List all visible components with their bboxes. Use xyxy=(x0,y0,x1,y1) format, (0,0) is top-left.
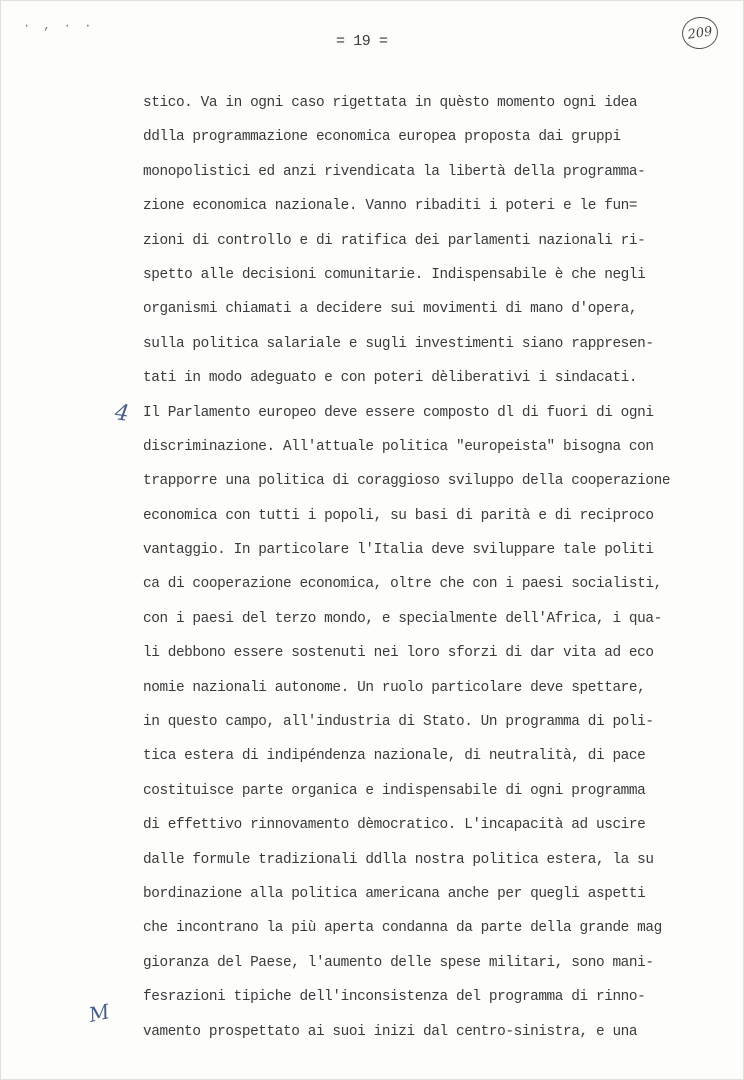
text-line: con i paesi del terzo mondo, e specialmente dell'Africa, i qua- xyxy=(143,610,662,627)
text-line: spetto alle decisioni comunitarie. Indispensabile è che negli xyxy=(143,266,646,283)
archive-stamp: 209 xyxy=(680,15,720,52)
text-line: Il Parlamento europeo deve essere composto dl di fuori di ogni xyxy=(143,404,654,421)
text-line: zione economica nazionale. Vanno ribaditi i poteri e le fun= xyxy=(143,198,638,215)
text-line: ca di cooperazione economica, oltre che con i paesi socialisti, xyxy=(143,576,662,593)
text-line: costituisce parte organica e indispensabile di ogni programma xyxy=(143,782,646,799)
text-line: discriminazione. All'attuale politica "europeista" bisogna con xyxy=(143,438,654,455)
text-line: di effettivo rinnovamento dèmocratico. L'incapacità ad uscire xyxy=(143,817,646,834)
text-line: fesrazioni tipiche dell'inconsistenza del programma di rinno- xyxy=(143,989,646,1006)
corner-dots: · , · · xyxy=(23,19,95,33)
typed-body-text xyxy=(143,92,709,1055)
margin-annotation-4: 4 xyxy=(113,400,131,427)
text-line: gioranza del Paese, l'aumento delle spese militari, sono mani- xyxy=(143,954,654,971)
text-line: trapporre una politica di coraggioso sviluppo della cooperazione xyxy=(143,473,671,490)
text-line: che incontrano la più aperta condanna da parte della grande mag xyxy=(143,920,662,937)
text-line: tica estera di indipéndenza nazionale, di neutralità, di pace xyxy=(143,748,646,765)
text-line: nomie nazionali autonome. Un ruolo particolare deve spettare, xyxy=(143,679,646,696)
text-line: bordinazione alla politica americana anche per quegli aspetti xyxy=(143,885,646,902)
text-line: vantaggio. In particolare l'Italia deve sviluppare tale politi xyxy=(143,542,654,559)
text-line: economica con tutti i popoli, su basi di parità e di reciproco xyxy=(143,507,654,524)
text-line: dalle formule tradizionali ddlla nostra politica estera, la su xyxy=(143,851,654,868)
text-line: zioni di controllo e di ratifica dei parlamenti nazionali ri- xyxy=(143,232,646,249)
text-line: vamento prospettato ai suoi inizi dal centro-sinistra, e una xyxy=(143,1023,638,1040)
text-line: li debbono essere sostenuti nei loro sforzi di dar vita ad eco xyxy=(143,645,654,662)
margin-annotation-initials: M xyxy=(86,999,112,1027)
text-line: sulla politica salariale e sugli investimenti siano rappresen- xyxy=(143,335,654,352)
text-line: ddlla programmazione economica europea proposta dai gruppi xyxy=(143,129,621,146)
page-number: = 19 = xyxy=(336,33,388,50)
text-line: in questo campo, all'industria di Stato. Un programma di poli- xyxy=(143,714,654,731)
text-line: tati in modo adeguato e con poteri dèliberativi i sindacati. xyxy=(143,370,638,387)
text-line: monopolistici ed anzi rivendicata la libertà della programma- xyxy=(143,163,646,180)
text-line: stico. Va in ogni caso rigettata in quèsto momento ogni idea xyxy=(143,95,638,111)
text-line: organismi chiamati a decidere sui movimenti di mano d'opera, xyxy=(143,301,638,318)
